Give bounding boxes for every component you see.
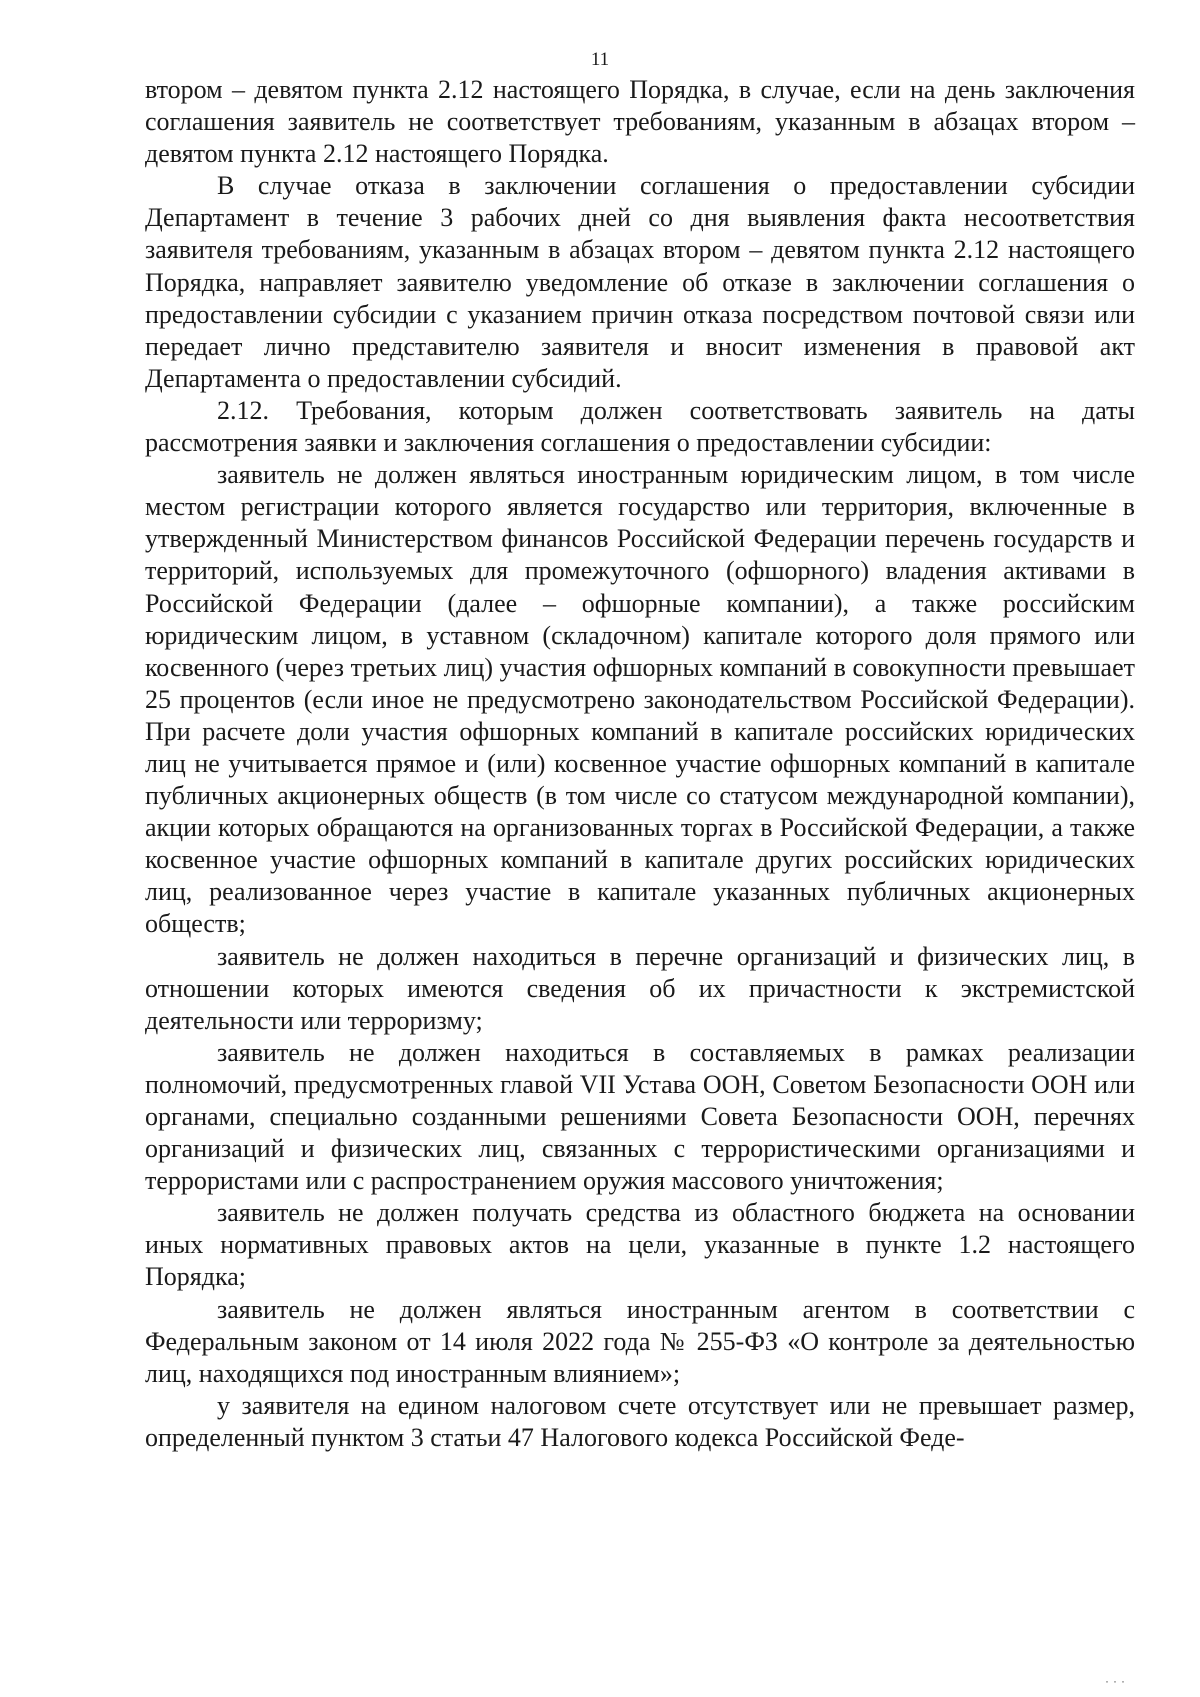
paragraph-requirement-foreign-agent: заявитель не должен являться иностранным агентом в соответствии с Федеральным законом от 14 июля 2022 года № 255-ФЗ «О контроле за деятельностью лиц, находящихся под иностранным влиянием»; [145,1294,1135,1388]
paragraph-requirement-offshore: заявитель не должен являться иностранным юридическим лицом, в том числе местом регистрации которого является государство или территория, включенные в утвержденный Министерством финансов Российской Федерации перечень государств и территорий, используемых для промежуточного (офшорного) владения активами в Российской Федерации (далее – офшорные компании), а также российским юридическим лицом, в уставном (складочном) капитале которого доля прямого или косвенного (через третьих лиц) участия офшорных компаний в совокупности превышает 25 процентов (если иное не предусмотрено законодательством Российской Федерации). При расчете доли участия офшорных компаний в капитале российских юридических лиц не учитывается прямое и (или) косвенное участие офшорных компаний в капитале публичных акционерных обществ (в том числе со статусом международной компании), акции которых обращаются на организованных торгах в Российской Федерации, а также косвенное участие офшорных компаний в капитале других российских юридических лиц, реализованное через участие в капитале указанных публичных акционерных обществ; [145,460,1135,939]
paragraph-requirement-un-lists: заявитель не должен находиться в составляемых в рамках реализации полномочий, предусмотренных главой VII Устава ООН, Советом Безопасности ООН или органами, специально созданными решениями Совета Безопасности ООН, перечнях организаций и физических лиц, связанных с террористическими организациями и террористами или с распространением оружия массового уничтожения; [145,1037,1135,1196]
document-body [145,74,1135,1454]
paragraph-requirement-tax: у заявителя на едином налоговом счете отсутствует или не превышает размер, определенный пунктом 3 статьи 47 Налогового кодекса Российской Феде- [145,1390,1135,1452]
paragraph-requirement-extremism: заявитель не должен находиться в перечне организаций и физических лиц, в отношении которых имеются сведения об их причастности к экстремистской деятельности или терроризму; [145,941,1135,1035]
scan-edge-mark: ··· [1105,1674,1129,1688]
paragraph-requirement-budget: заявитель не должен получать средства из областного бюджета на основании иных нормативных правовых актов на цели, указанные в пункте 1.2 настоящего Порядка; [145,1198,1135,1292]
paragraph-continuation: втором – девятом пункта 2.12 настоящего Порядка, в случае, если на день заключения соглашения заявитель не соответствует требованиям, указанным в абзацах втором – девятом пункта 2.12 настоящего Порядка. [145,75,1135,169]
paragraph-section-2-12: 2.12. Требования, которым должен соответствовать заявитель на даты рассмотрения заявки и заключения соглашения о предоставлении субсидии: [145,395,1135,458]
paragraph-refusal-notice: В случае отказа в заключении соглашения о предоставлении субсидии Департамент в течение 3 рабочих дней со дня выявления факта несоответствия заявителя требованиям, указанным в абзацах втором – девятом пункта 2.12 настоящего Порядка, направляет заявителю уведомление об отказе в заключении соглашения о предоставлении субсидии с указанием причин отказа посредством почтовой связи или передает лично представителю заявителя и вносит изменения в правовой акт Департамента о предоставлении субсидий. [145,171,1135,393]
page-number: 11 [590,49,610,70]
